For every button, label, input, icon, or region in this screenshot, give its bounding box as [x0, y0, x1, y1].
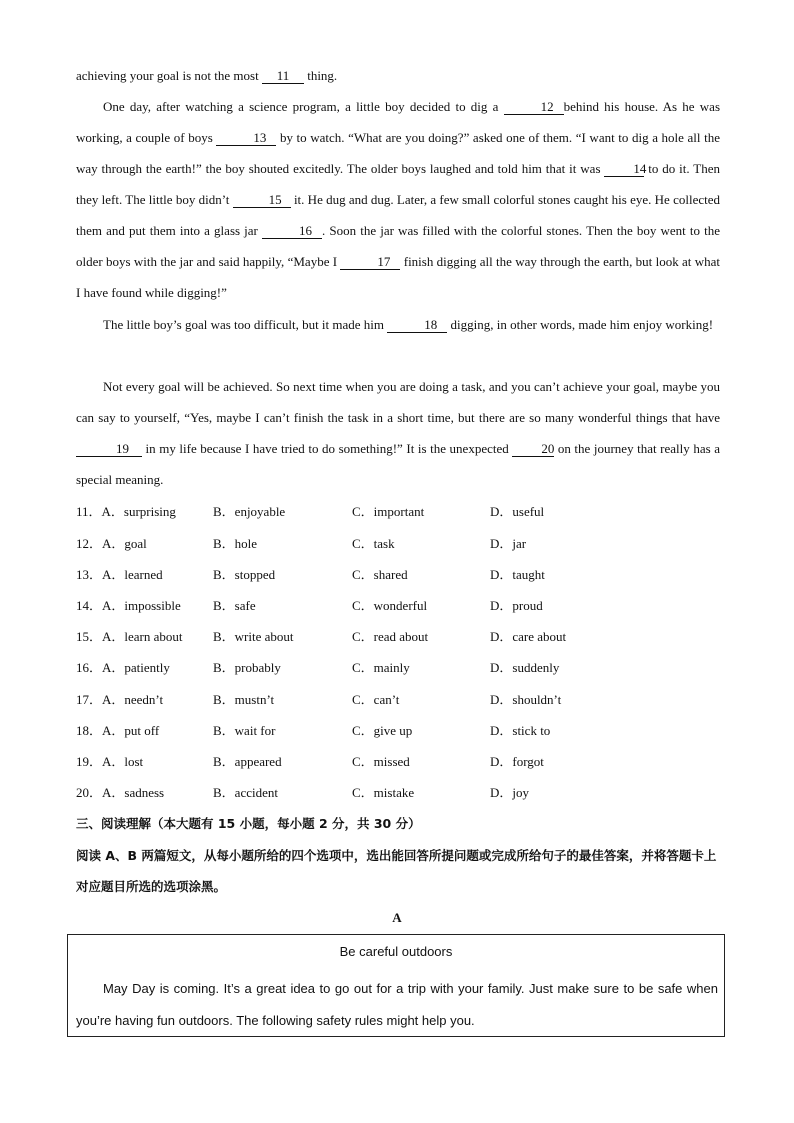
option-d: D．jar: [490, 536, 527, 551]
blank-11: 11: [262, 68, 304, 84]
passage-paragraph-3: [76, 371, 720, 495]
option-c: C．shared: [352, 567, 408, 582]
question-row: [76, 621, 720, 652]
option-c: C．can’t: [352, 692, 400, 707]
text-run: . Soon the jar was filled with the colorful stones. Then the boy went to the older boys with the jar and said happily, “Maybe I: [76, 223, 720, 269]
option-d: D．forgot: [490, 754, 544, 769]
question-row: [76, 590, 720, 621]
option-a: 19．A．lost: [76, 754, 144, 769]
option-b: B．stopped: [213, 567, 276, 582]
blank-12: 12: [504, 99, 564, 115]
option-c: C．mistake: [352, 785, 415, 800]
option-b: B．probably: [213, 660, 281, 675]
blank-14: 14: [604, 161, 644, 177]
text-run: finish digging all the way through the earth, but look at what I have found while digging!”: [76, 254, 720, 300]
option-b: B．mustn’t: [213, 692, 275, 707]
option-d: D．useful: [490, 504, 545, 519]
question-row: [76, 652, 720, 683]
option-a: 12．A．goal: [76, 536, 147, 551]
blank-20: 20: [512, 441, 554, 457]
option-a: 14．A．impossible: [76, 598, 181, 613]
passage-line-0: [76, 60, 720, 91]
option-c: C．important: [352, 504, 425, 519]
box-text: May Day is coming. It’s a great idea to go out for a trip with your family. Just make sure to be safe when you’re having fun outdoors. The following safety rules might help you.: [76, 981, 718, 1028]
passage-box: [67, 934, 725, 1037]
question-row: [76, 746, 720, 777]
question-row: [76, 496, 720, 527]
text-run: The little boy’s goal was too difficult, but it made him: [103, 317, 388, 332]
option-b: B．hole: [213, 536, 258, 551]
text-run: thing.: [303, 68, 338, 83]
option-b: B．wait for: [213, 723, 276, 738]
option-a: 15．A．learn about: [76, 629, 183, 644]
text-run: to do it. Then they left. The little boy didn’t: [76, 161, 720, 207]
passage-paragraph-2: [76, 309, 720, 340]
question-row: [76, 528, 720, 559]
option-a: 17．A．needn’t: [76, 692, 164, 707]
option-d: D．care about: [490, 629, 567, 644]
option-a: 18．A．put off: [76, 723, 160, 738]
option-b: B．safe: [213, 598, 256, 613]
option-c: C．missed: [352, 754, 410, 769]
text-run: it. He dug and dug. Later, a few small colorful stones caught his eye. He collected them and put them into a glass jar: [76, 192, 720, 238]
blank-17: 17: [340, 254, 400, 270]
question-row: [76, 559, 720, 590]
text-run: on the journey that really has a special meaning.: [76, 441, 720, 487]
option-b: B．write about: [213, 629, 294, 644]
option-c: C．wonderful: [352, 598, 428, 613]
blank-15: 15: [233, 192, 291, 208]
option-d: D．proud: [490, 598, 543, 613]
section-heading: 三、阅读理解（本大题有 15 小题，每小题 2 分，共 30 分）: [76, 816, 421, 831]
text-run: digging, in other words, made him enjoy working!: [447, 317, 714, 332]
option-a: 20．A．sadness: [76, 785, 165, 800]
section-instruction: 阅读 A、B 两篇短文，从每小题所给的四个选项中，选出能回答所提问题或完成所给句子的最佳答案，并将答题卡上对应题目所选的选项涂黑。: [76, 848, 717, 894]
blank-16: 16: [262, 223, 322, 239]
option-b: B．enjoyable: [213, 504, 286, 519]
question-row: [76, 715, 720, 746]
blank-19: 19: [76, 441, 142, 457]
text-run: behind his house. As he was working, a couple of boys: [76, 99, 720, 145]
text-run: One day, after watching a science program, a little boy decided to dig a: [103, 99, 504, 114]
option-a: 13．A．learned: [76, 567, 163, 582]
option-c: C．give up: [352, 723, 413, 738]
option-d: D．suddenly: [490, 660, 560, 675]
option-c: C．mainly: [352, 660, 410, 675]
option-a: 11．A．surprising: [76, 504, 176, 519]
blank-13: 13: [216, 130, 276, 146]
option-d: D．joy: [490, 785, 530, 800]
option-c: C．read about: [352, 629, 429, 644]
passage-paragraph-1: [76, 91, 720, 308]
box-title: Be careful outdoors: [339, 944, 453, 959]
option-d: D．taught: [490, 567, 545, 582]
option-d: D．shouldn’t: [490, 692, 562, 707]
question-row: [76, 684, 720, 715]
option-d: D．stick to: [490, 723, 551, 738]
option-b: B．accident: [213, 785, 278, 800]
text-run: by to watch. “What are you doing?” asked one of them. “I want to dig a hole all the way through the earth!” the boy shouted excitedly. The older boys laughed and told him that it was: [76, 130, 720, 176]
option-b: B．appeared: [213, 754, 282, 769]
text-run: Not every goal will be achieved. So next time when you are doing a task, and you can’t achieve your goal, maybe you can say to yourself, “Yes, maybe I can’t finish the task in a short time, but there are so many wonderful things that have: [76, 379, 720, 425]
option-c: C．task: [352, 536, 395, 551]
text-run: in my life because I have tried to do something!” It is the unexpected: [142, 441, 513, 456]
option-a: 16．A．patiently: [76, 660, 170, 675]
question-row: [76, 777, 720, 808]
passage-label: A: [392, 910, 402, 925]
text-run: achieving your goal is not the most: [76, 68, 262, 83]
blank-18: 18: [387, 317, 447, 333]
